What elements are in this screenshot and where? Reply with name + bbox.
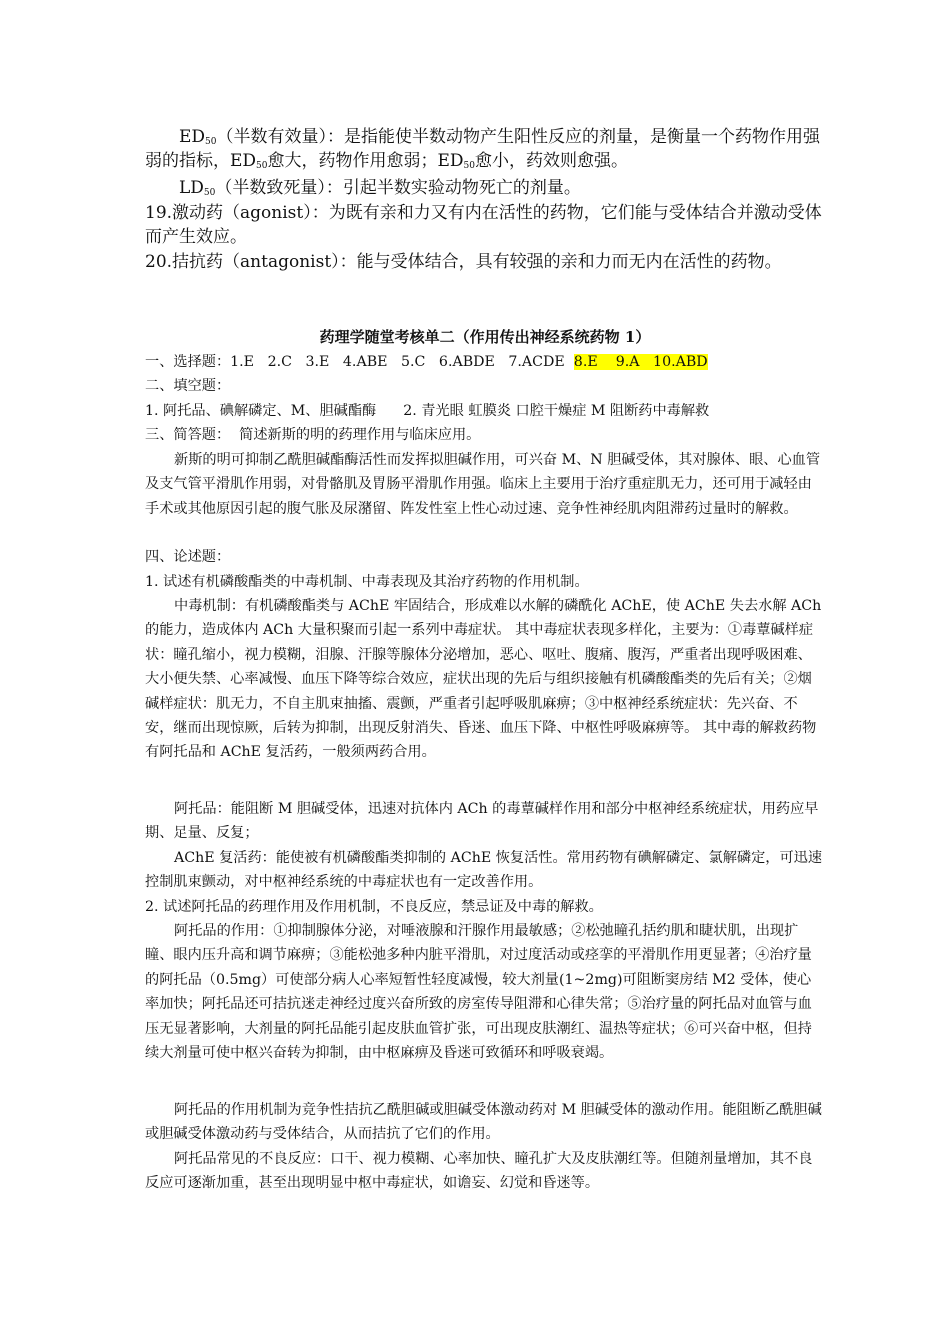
ld50-definition [145,176,825,200]
essay-1-paragraph-1: 中毒机制：有机磷酸酯类与 AChE 牢固结合，形成难以水解的磷酰化 AChE，使 AChE 失去水解 ACh 的能力，造成体内 ACh 大量积聚而引起一系列中毒症状。 其中毒症状表现多样化，主要为：①毒蕈碱样症状：瞳孔缩小，视力模糊，泪腺、汗腺等腺体分泌增加，恶心、呕吐、腹痛、腹泻，严重者出现呼吸困难、大小便失禁、心率减慢、血压下降等综合效应，症状出现的先后与组织接触有机磷酸酯类的先后有关；②烟碱样症状：肌无力，不自主肌束抽搐、震颤，严重者引起呼吸肌麻痹；③中枢神经系统症状：先兴奋、不安，继而出现惊厥，后转为抑制，出现反射消失、昏迷、血压下降、中枢性呼吸麻痹等。 其中毒的解救药物有阿托品和 AChE 复活药，一般须两药合用。 [145,598,822,761]
fill-label: 二、填空题： [145,378,231,394]
ed50-subscript-3: 50 [463,161,475,171]
essay-question-1: 1. 试述有机磷酸酯类的中毒机制、中毒表现及其治疗药物的作用机制。 [145,574,589,590]
ld50-label: LD [179,178,204,198]
essay-2-paragraph-2: 阿托品的作用机制为竞争性拮抗乙酰胆碱或胆碱受体激动药对 M 胆碱受体的激动作用。能阻断乙酰胆碱或胆碱受体激动药与受体结合，从而拮抗了它们的作用。 [145,1102,822,1143]
essay-question-2: 2. 试述阿托品的药理作用及作用机制，不良反应，禁忌证及中毒的解救。 [145,899,603,915]
essay-1-paragraph-3: AChE 复活药：能使被有机磷酸酯类抑制的 AChE 恢复活性。常用药物有碘解磷定、氯解磷定，可迅速控制肌束颤动，对中枢神经系统的中毒症状也有一定改善作用。 [145,850,823,891]
item-20-antagonist: 20.拮抗药（antagonist）：能与受体结合，具有较强的亲和力而无内在活性的药物。 [145,252,782,272]
ld50-text: （半数致死量）：引起半数实验动物死亡的剂量。 [215,178,581,198]
choice-label: 一、选择题： [145,354,231,370]
short-answer-question: 三、简答题： 简述新斯的明的药理作用与临床应用。 [145,427,481,443]
essay-1-paragraph-2: 阿托品：能阻断 M 胆碱受体，迅速对抗体内 ACh 的毒蕈碱样作用和部分中枢神经系统症状，用药应早期、足量、反复； [145,801,819,842]
ed50-text-3: 愈小，药效则愈强。 [475,151,628,171]
essay-2-paragraph-3: 阿托品常见的不良反应：口干、视力模糊、心率加快、瞳孔扩大及皮肤潮红等。但随剂量增加，其不良反应可逐渐加重，甚至出现明显中枢中毒症状，如谵妄、幻觉和昏迷等。 [145,1151,813,1192]
highlighted-answers: 8.E 9.A 10.ABD [573,354,708,370]
ld50-subscript: 50 [203,188,216,198]
ed50-text-2: 愈大，药物作用愈弱；ED [267,151,464,171]
essay-label: 四、论述题： [145,549,231,565]
ed50-definition [145,125,825,173]
ed50-subscript-2: 50 [256,161,268,171]
short-answer-text: 新斯的明可抑制乙酰胆碱酯酶活性而发挥拟胆碱作用，可兴奋 M、N 胆碱受体，其对腺体、眼、心血管及支气管平滑肌作用弱，对骨骼肌及胃肠平滑肌作用强。临床上主要用于治疗重症肌无力，还可用于减轻由手术或其他原因引起的腹气胀及尿潴留、阵发性室上性心动过速、竞争性神经肌肉阻滞药过量时的解救。 [145,452,821,517]
choice-answers [145,350,825,374]
unit2-title: 药理学随堂考核单二（作用传出神经系统药物 1） [319,328,651,346]
choice-answer-list: 1.E 2.C 3.E 4.ABE 5.C 6.ABDE 7.ACDE [230,354,565,370]
ed50-text-1: （半数有效量）：是指能使半数动物产生阳性反应的剂量，是衡量一个药物作用强弱的指标，ED [145,127,820,171]
item-19-agonist: 19.激动药（agonist）：为既有亲和力又有内在活性的药物，它们能与受体结合并激动受体而产生效应。 [145,203,822,247]
fill-answers: 1. 阿托品、碘解磷定、M、胆碱酯酶 2. 青光眼 虹膜炎 口腔干燥症 M 阻断药中毒解救 [145,403,710,419]
ed50-label: ED [179,127,206,147]
ed50-subscript: 50 [205,137,217,147]
essay-2-paragraph-1: 阿托品的作用：①抑制腺体分泌，对唾液腺和汗腺作用最敏感；②松弛瞳孔括约肌和睫状肌，出现扩瞳、眼内压升高和调节麻痹；③能松弛多种内脏平滑肌，对过度活动或痉挛的平滑肌作用更显著；④治疗量的阿托品（0.5mg）可使部分病人心率短暂性轻度减慢，较大剂量(1~2mg)可阻断窦房结 M2 受体，使心率加快；阿托品还可拮抗迷走神经过度兴奋所致的房室传导阻滞和心律失常；⑤治疗量的阿托品对血管与血压无显著影响，大剂量的阿托品能引起皮肤血管扩张，可出现皮肤潮红、温热等症状；⑥可兴奋中枢，但持续大剂量可使中枢兴奋转为抑制，由中枢麻痹及昏迷可致循环和呼吸衰竭。 [145,923,812,1062]
